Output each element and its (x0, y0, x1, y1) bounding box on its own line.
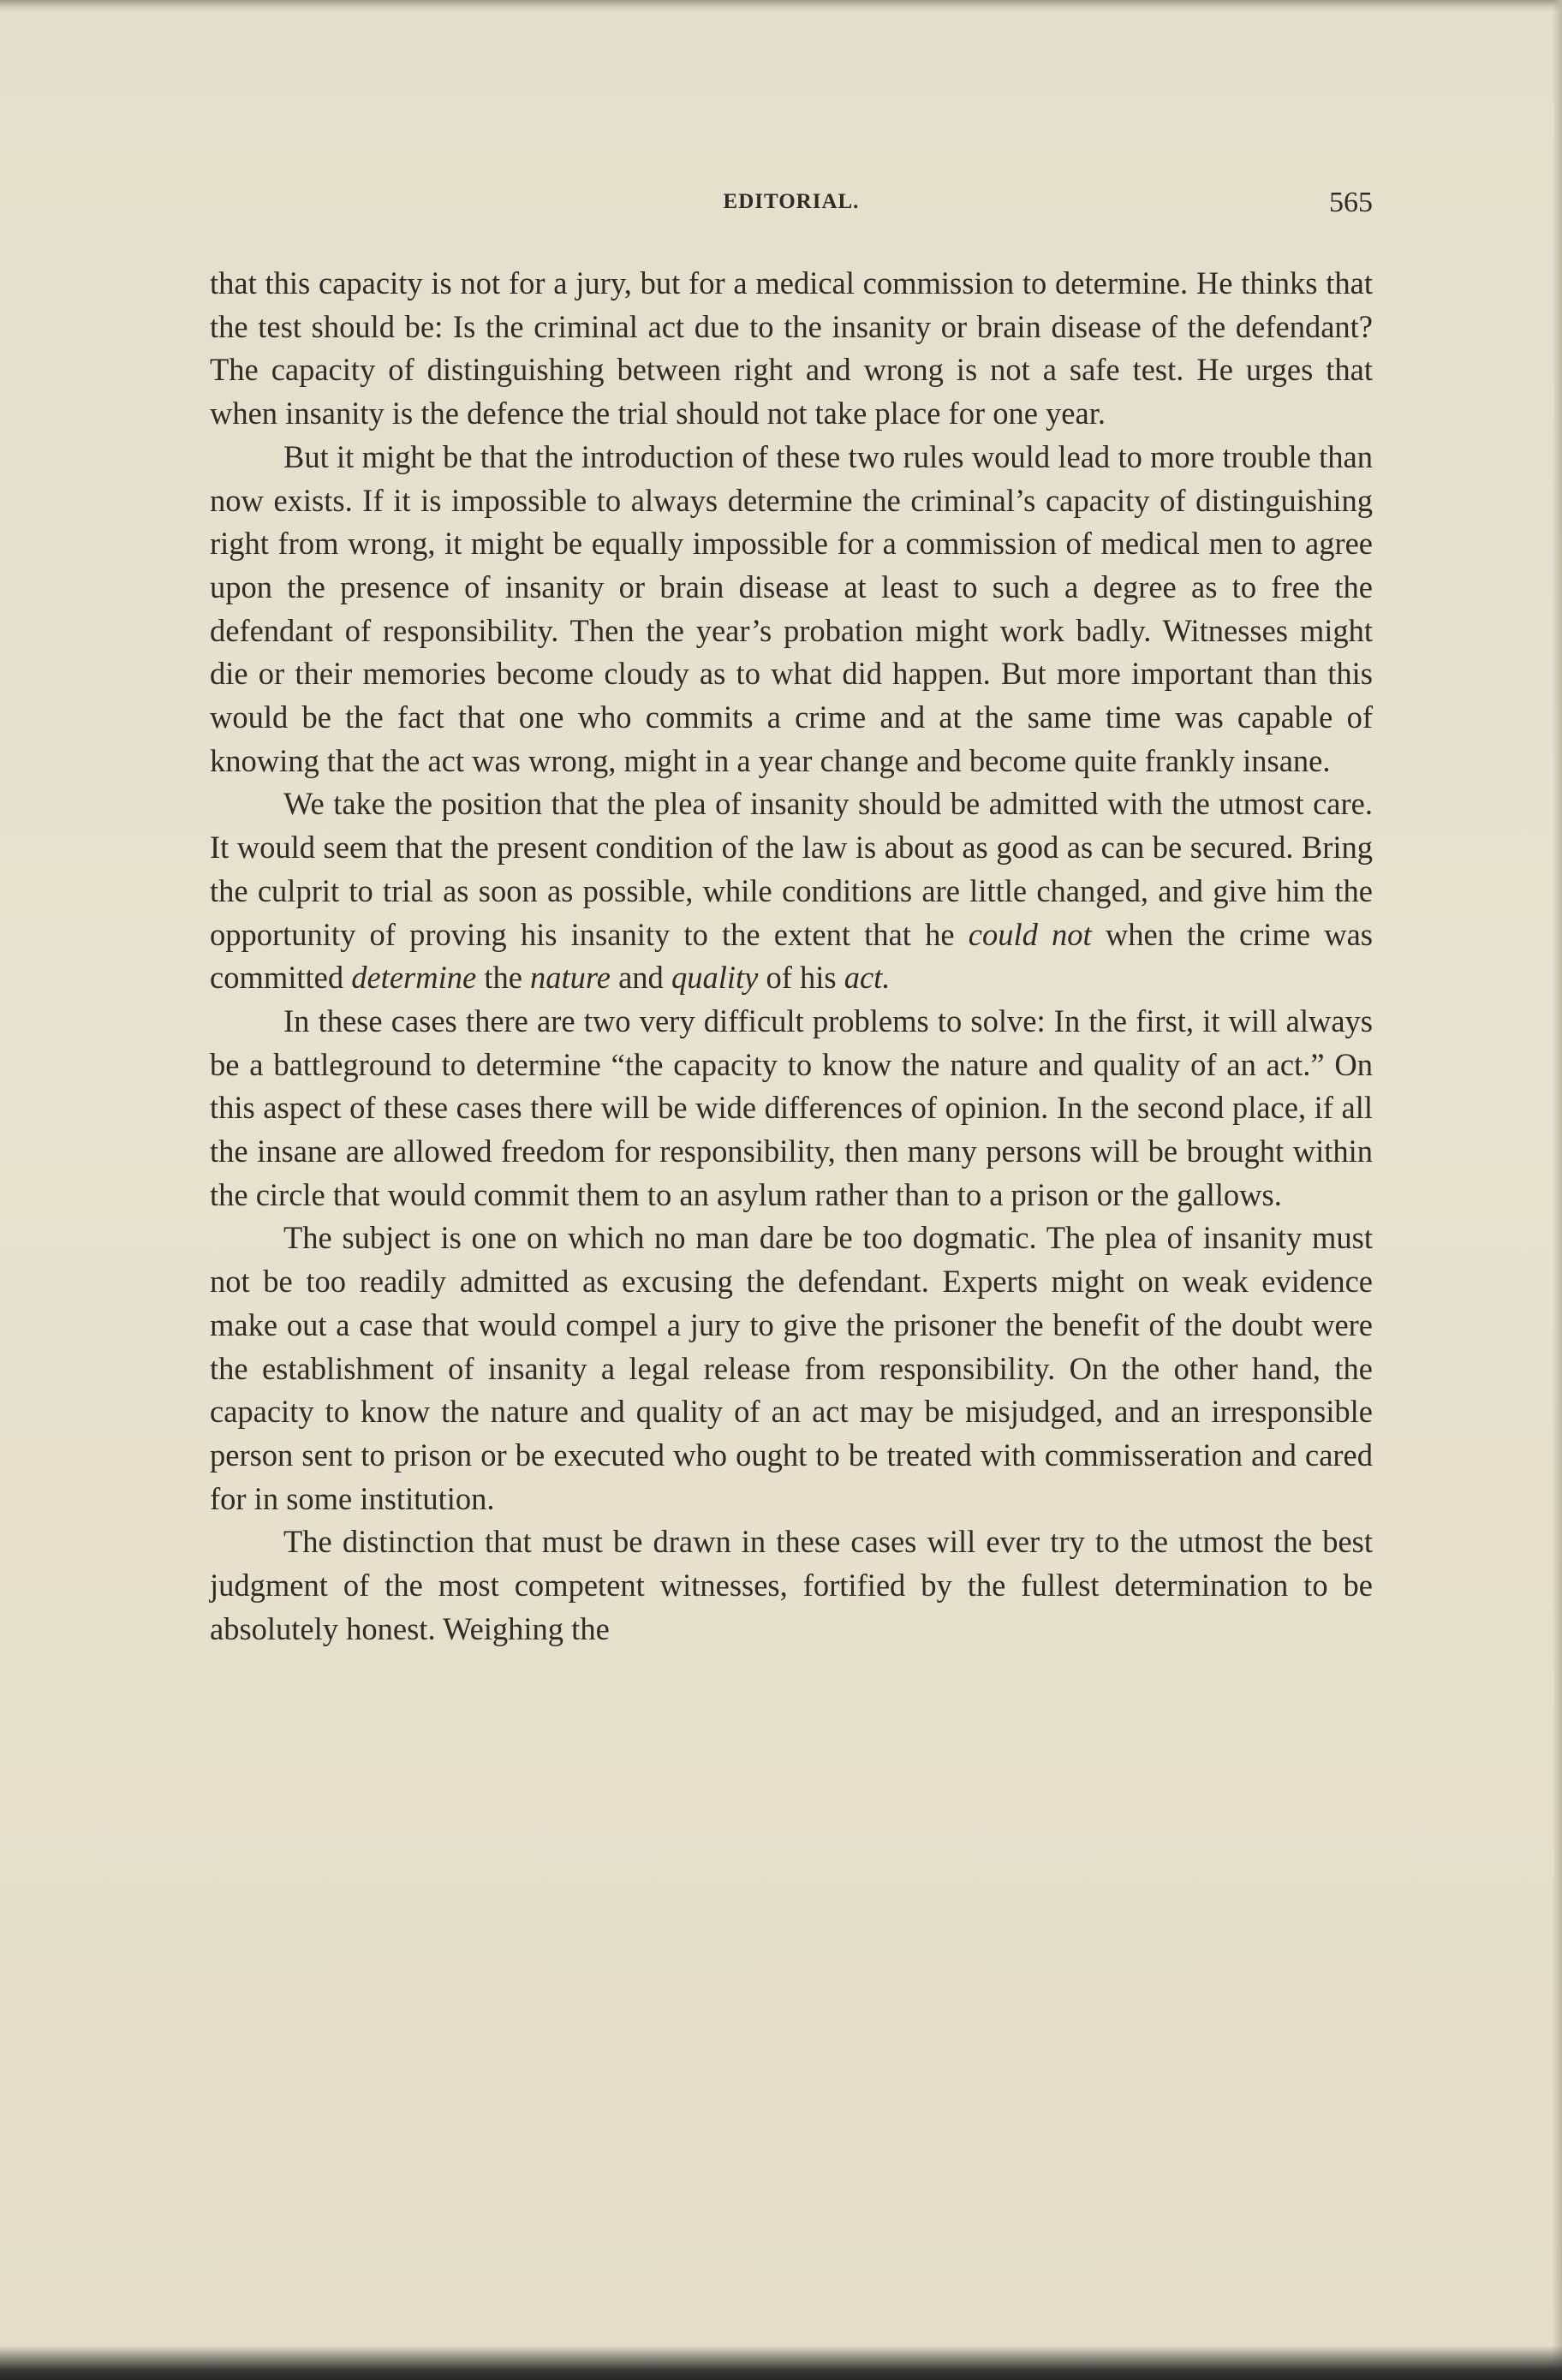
paragraph-3-text-2: when the crime was committed (210, 916, 1373, 996)
paragraph-3 (210, 782, 1373, 1000)
page-number: 565 (1329, 187, 1373, 218)
paragraph-6: The distinction that must be drawn in these cases will ever try to the utmost the best judgment of the most competent witnesses, fortified by the fullest determination to be absolutely honest. Weighing the (210, 1524, 1373, 1646)
paragraph-3-text-5: of his (758, 960, 844, 996)
paragraph-3-emphasis-nature: nature (530, 960, 611, 996)
paragraph-3-text-4: and (610, 960, 671, 996)
paragraph-1: that this capacity is not for a jury, but for a medical commission to determine. He thinks that the test should be: Is the criminal act due to the insanity or brain disease of the defendant? The capacity of distinguishing between right and wrong is not a safe test. He urges that when insanity is the defence the trial should not take place for one year. (210, 265, 1373, 431)
page-top-shadow (0, 0, 1562, 12)
paragraph-4: In these cases there are two very difficult problems to solve: In the first, it will always be a battleground to determine “the capacity to know the nature and quality of an act.” On this aspect of these cases there will be wide differences of opinion. In the second place, if all the insane are allowed freedom for responsibility, then many persons will be brought within the circle that would commit them to an asylum rather than to a prison or the gallows. (210, 1003, 1373, 1212)
paragraph-2: But it might be that the introduction of these two rules would lead to more trouble than now exists. If it is impossible to always determine the criminal’s capacity of distinguishing right from wrong, it might be equally impossible for a commission of medical men to agree upon the presence of insanity or brain disease at least to such a degree as to free the defendant of responsibility. Then the year’s probation might work badly. Witnesses might die or their memories become cloudy as to what did happen. But more important than this would be the fact that one who commits a crime and at the same time was capable of knowing that the act was wrong, might in a year change and become quite frankly insane. (210, 438, 1373, 778)
paragraph-3-text-3: the (476, 960, 531, 996)
page-right-edge (1552, 0, 1562, 2380)
page-bottom-edge (0, 2346, 1562, 2380)
paragraph-5: The subject is one on which no man dare be too dogmatic. The plea of insanity must not be too readily admitted as excusing the defendant. Experts might on weak evidence make out a case that would compel a jury to give the prisoner the benefit of the doubt were the establishment of insanity a legal release from responsibility. On the other hand, the capacity to know the nature and quality of an act may be misjudged, and an irresponsible person sent to prison or be executed who ought to be treated with commisseration and cared for in some institution. (210, 1220, 1373, 1516)
paragraph-3-emphasis-quality: quality (671, 960, 759, 996)
paragraph-3-emphasis-could-not: could not (968, 916, 1092, 952)
running-head: EDITORIAL. (723, 190, 860, 213)
body-text (210, 262, 1373, 1651)
page-header (210, 187, 1373, 224)
paragraph-3-text-1: We take the position that the plea of insanity should be admitted with the utmost care. It would seem that the present condition of the law is about as good as can be secured. Bring the culprit to trial as soon as possible, while conditions are little changed, and give him the opportunity of proving his insanity to the extent that he (210, 786, 1373, 952)
paragraph-3-emphasis-act: act. (844, 960, 891, 996)
paragraph-3-emphasis-determine: determine (351, 960, 477, 996)
